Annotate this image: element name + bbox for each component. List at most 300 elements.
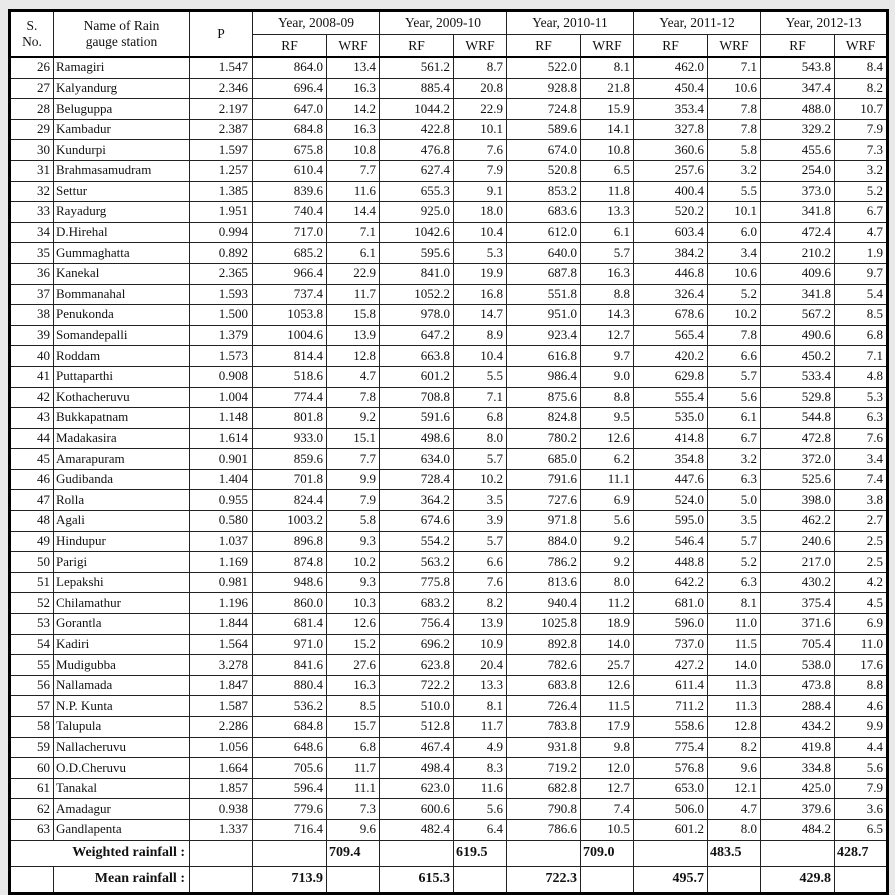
wrf-cell-2011-12: 7.1	[708, 57, 761, 78]
station-name-cell: Brahmasamudram	[54, 160, 190, 181]
rf-cell-2008-09: 864.0	[253, 57, 327, 78]
wrf-cell-2011-12: 6.0	[708, 222, 761, 243]
table-summary	[10, 840, 888, 893]
wrf-cell-2008-09: 13.4	[327, 57, 380, 78]
rf-cell-2010-11: 780.2	[507, 428, 581, 449]
wrf-cell-2010-11: 5.7	[581, 243, 634, 264]
wrf-cell-2008-09: 16.3	[327, 78, 380, 99]
station-name-cell: Rayadurg	[54, 202, 190, 223]
p-cell	[190, 866, 253, 893]
table-row	[10, 366, 888, 387]
rf-cell-2011-12: 576.8	[634, 758, 708, 779]
rf-cell-2012-13: 341.8	[761, 284, 835, 305]
wrf-cell-2008-09: 9.3	[327, 531, 380, 552]
wrf-cell-2012-13: 4.4	[835, 737, 888, 758]
wrf-cell-2009-10: 10.1	[454, 119, 507, 140]
rf-cell-2010-11: 884.0	[507, 531, 581, 552]
rf-cell-2008-09: 610.4	[253, 160, 327, 181]
rf-cell-2009-10: 482.4	[380, 819, 454, 840]
mean-rainfall-row	[10, 866, 888, 893]
col-header-year-2009-10: Year, 2009-10	[380, 11, 507, 35]
rf-cell-2011-12: 737.0	[634, 634, 708, 655]
station-name-cell: N.P. Kunta	[54, 696, 190, 717]
wrf-cell-2010-11: 12.7	[581, 325, 634, 346]
wrf-cell-2011-12: 3.2	[708, 449, 761, 470]
rf-cell-2009-10: 498.6	[380, 428, 454, 449]
rf-cell-2010-11: 682.8	[507, 778, 581, 799]
wrf-cell-2010-11: 17.9	[581, 717, 634, 738]
col-header-serial-number	[10, 11, 54, 58]
wrf-cell-2008-09: 14.2	[327, 99, 380, 120]
wrf-cell-2008-09: 12.8	[327, 346, 380, 367]
rf-cell-2010-11: 791.6	[507, 469, 581, 490]
rf-cell-2012-13: 372.0	[761, 449, 835, 470]
wrf-cell-2009-10: 13.3	[454, 675, 507, 696]
rf-cell-2011-12: 711.2	[634, 696, 708, 717]
rf-cell-2010-11: 551.8	[507, 284, 581, 305]
wrf-cell-2008-09: 10.8	[327, 140, 380, 161]
wrf-cell-2011-12: 10.1	[708, 202, 761, 223]
sno-cell: 28	[10, 99, 54, 120]
rf-cell-2009-10: 627.4	[380, 160, 454, 181]
wrf-cell-2012-13: 4.2	[835, 572, 888, 593]
rf-cell-2010-11: 616.8	[507, 346, 581, 367]
mean-rainfall-label: Mean rainfall :	[54, 866, 190, 893]
sno-cell: 43	[10, 408, 54, 429]
rf-cell-2011-12: 446.8	[634, 263, 708, 284]
rf-cell-2008-09: 536.2	[253, 696, 327, 717]
rf-cell-2011-12: 546.4	[634, 531, 708, 552]
wrf-cell-2009-10: 10.9	[454, 634, 507, 655]
rf-cell-2010-11: 674.0	[507, 140, 581, 161]
rf-cell-2010-11: 923.4	[507, 325, 581, 346]
rf-cell-2008-09: 740.4	[253, 202, 327, 223]
wrf-cell-2012-13: 4.8	[835, 366, 888, 387]
rf-cell-2008-09: 684.8	[253, 717, 327, 738]
p-cell: 1.337	[190, 819, 253, 840]
sno-cell: 35	[10, 243, 54, 264]
p-cell: 1.169	[190, 552, 253, 573]
wrf-cell-2009-10: 3.5	[454, 490, 507, 511]
wrf-cell-2008-09: 7.3	[327, 799, 380, 820]
wrf-cell-2011-12: 8.1	[708, 593, 761, 614]
rf-cell-2012-13: 472.4	[761, 222, 835, 243]
p-cell: 0.892	[190, 243, 253, 264]
p-cell: 1.587	[190, 696, 253, 717]
wrf-cell-2011-12: 10.2	[708, 305, 761, 326]
station-name-cell: Kanekal	[54, 263, 190, 284]
rf-cell-2011-12: 448.8	[634, 552, 708, 573]
sno-cell: 41	[10, 366, 54, 387]
table-row	[10, 78, 888, 99]
rf-cell-2008-09: 647.0	[253, 99, 327, 120]
p-cell: 0.580	[190, 511, 253, 532]
rf-cell	[380, 840, 454, 866]
p-cell: 1.257	[190, 160, 253, 181]
rf-cell-2011-12: 775.4	[634, 737, 708, 758]
table-row	[10, 778, 888, 799]
wrf-cell-2011-12: 7.8	[708, 325, 761, 346]
wrf-cell-2010-11: 9.5	[581, 408, 634, 429]
wrf-cell-2012-13: 3.6	[835, 799, 888, 820]
rf-cell-2009-10: 476.8	[380, 140, 454, 161]
col-header-serial-line2: No.	[22, 34, 42, 49]
col-header-p: P	[190, 11, 253, 58]
sno-cell: 57	[10, 696, 54, 717]
wrf-cell-2011-12: 6.7	[708, 428, 761, 449]
sno-cell: 45	[10, 449, 54, 470]
rf-cell-2010-11: 683.8	[507, 675, 581, 696]
wrf-cell-2012-13: 8.2	[835, 78, 888, 99]
wrf-cell-2012-13: 5.6	[835, 758, 888, 779]
wrf-cell-2008-09: 9.3	[327, 572, 380, 593]
wrf-cell-2008-09: 15.1	[327, 428, 380, 449]
wrf-cell-2011-12: 7.8	[708, 119, 761, 140]
station-name-cell: Agali	[54, 511, 190, 532]
wrf-cell-2010-11: 14.1	[581, 119, 634, 140]
wrf-cell	[581, 866, 634, 893]
wrf-cell-2008-09: 11.6	[327, 181, 380, 202]
rf-cell-2009-10: 561.2	[380, 57, 454, 78]
p-cell: 1.056	[190, 737, 253, 758]
wrf-cell-2008-09: 15.8	[327, 305, 380, 326]
rf-cell-2011-12: 535.0	[634, 408, 708, 429]
wrf-cell-2008-09: 10.3	[327, 593, 380, 614]
table-row	[10, 284, 888, 305]
rf-cell-2009-10: 364.2	[380, 490, 454, 511]
wrf-cell-2012-13: 5.2	[835, 181, 888, 202]
table-row	[10, 696, 888, 717]
rf-cell-2008-09: 824.4	[253, 490, 327, 511]
rf-cell-2008-09: 841.6	[253, 655, 327, 676]
wrf-cell-2009-10: 6.6	[454, 552, 507, 573]
wrf-cell-2008-09: 27.6	[327, 655, 380, 676]
rf-cell-2010-11: 612.0	[507, 222, 581, 243]
rf-cell-2009-10: 1042.6	[380, 222, 454, 243]
wrf-cell	[708, 866, 761, 893]
rf-cell-2011-12: 681.0	[634, 593, 708, 614]
sno-cell: 52	[10, 593, 54, 614]
rf-cell-2008-09: 648.6	[253, 737, 327, 758]
table-row	[10, 140, 888, 161]
wrf-cell-2012-13: 5.4	[835, 284, 888, 305]
wrf-cell-2011-12: 11.3	[708, 675, 761, 696]
rf-cell-2011-12: 596.0	[634, 614, 708, 635]
rf-cell-2008-09: 1053.8	[253, 305, 327, 326]
rf-cell-2010-11: 786.2	[507, 552, 581, 573]
rf-cell-2008-09: 696.4	[253, 78, 327, 99]
col-header-year-2012-13: Year, 2012-13	[761, 11, 888, 35]
sno-cell: 33	[10, 202, 54, 223]
rf-cell-2009-10: 925.0	[380, 202, 454, 223]
rf-cell-2012-13: 334.8	[761, 758, 835, 779]
rf-cell-2012-13: 472.8	[761, 428, 835, 449]
station-name-cell: Penukonda	[54, 305, 190, 326]
station-name-cell: Parigi	[54, 552, 190, 573]
rf-cell-2012-13: 409.6	[761, 263, 835, 284]
wrf-cell-2008-09: 16.3	[327, 119, 380, 140]
sno-cell: 31	[10, 160, 54, 181]
wrf-cell-2008-09: 13.9	[327, 325, 380, 346]
sno-cell: 63	[10, 819, 54, 840]
table-row	[10, 552, 888, 573]
p-cell: 0.994	[190, 222, 253, 243]
wrf-cell-2010-11: 8.8	[581, 284, 634, 305]
rf-cell-2010-11: 640.0	[507, 243, 581, 264]
station-name-cell: Somandepalli	[54, 325, 190, 346]
wrf-cell-2008-09: 5.8	[327, 511, 380, 532]
wrf-cell-2012-13: 7.3	[835, 140, 888, 161]
wrf-cell-2010-11: 18.9	[581, 614, 634, 635]
table-row	[10, 202, 888, 223]
wrf-cell-2009-10: 13.9	[454, 614, 507, 635]
rf-cell-2012-13: 473.8	[761, 675, 835, 696]
wrf-cell-2009-10: 20.8	[454, 78, 507, 99]
rf-cell-2011-12: 360.6	[634, 140, 708, 161]
p-cell: 2.387	[190, 119, 253, 140]
wrf-cell-2009-10: 6.4	[454, 819, 507, 840]
station-name-cell: Madakasira	[54, 428, 190, 449]
rf-cell-2009-10: 467.4	[380, 737, 454, 758]
p-cell	[190, 840, 253, 866]
wrf-cell-2009-10: 7.6	[454, 572, 507, 593]
p-cell: 1.564	[190, 634, 253, 655]
wrf-cell-2010-11: 9.8	[581, 737, 634, 758]
table-row	[10, 634, 888, 655]
p-cell: 1.593	[190, 284, 253, 305]
rf-cell-2012-13: 240.6	[761, 531, 835, 552]
rf-cell-2008-09: 971.0	[253, 634, 327, 655]
wrf-cell-2010-11: 16.3	[581, 263, 634, 284]
sno-cell: 50	[10, 552, 54, 573]
wrf-cell-2009-10: 7.6	[454, 140, 507, 161]
rf-cell-2011-12: 427.2	[634, 655, 708, 676]
wrf-cell-2011-12: 5.2	[708, 284, 761, 305]
wrf-cell-2011-12: 12.8	[708, 717, 761, 738]
p-cell: 0.981	[190, 572, 253, 593]
col-header-wrf-2008-09: WRF	[327, 35, 380, 58]
rf-cell-2010-11: 951.0	[507, 305, 581, 326]
wrf-cell-2012-13: 4.5	[835, 593, 888, 614]
station-name-cell: Tanakal	[54, 778, 190, 799]
wrf-cell-2010-11: 6.1	[581, 222, 634, 243]
wrf-cell-2011-12: 5.7	[708, 531, 761, 552]
rf-cell-2012-13: 379.6	[761, 799, 835, 820]
station-name-cell: Kothacheruvu	[54, 387, 190, 408]
rf-cell-2010-11: 986.4	[507, 366, 581, 387]
wrf-cell-2008-09: 15.2	[327, 634, 380, 655]
rf-cell-2008-09: 859.6	[253, 449, 327, 470]
sno-cell: 53	[10, 614, 54, 635]
wrf-cell-2009-10: 8.0	[454, 428, 507, 449]
wrf-cell-2010-11: 9.2	[581, 531, 634, 552]
sno-cell: 51	[10, 572, 54, 593]
station-name-cell: Mudigubba	[54, 655, 190, 676]
wrf-cell-2011-12: 3.2	[708, 160, 761, 181]
col-header-year-2010-11: Year, 2010-11	[507, 11, 634, 35]
sno-cell: 61	[10, 778, 54, 799]
rf-cell-2008-09: 716.4	[253, 819, 327, 840]
sno-cell: 60	[10, 758, 54, 779]
station-name-cell: Beluguppa	[54, 99, 190, 120]
mean-rf-2008-09: 713.9	[253, 866, 327, 893]
p-cell: 2.197	[190, 99, 253, 120]
rf-cell-2012-13: 490.6	[761, 325, 835, 346]
wrf-cell-2011-12: 11.0	[708, 614, 761, 635]
rf-cell-2011-12: 354.8	[634, 449, 708, 470]
wrf-cell-2008-09: 11.7	[327, 758, 380, 779]
rf-cell-2008-09: 675.8	[253, 140, 327, 161]
table-header	[10, 11, 888, 58]
rf-cell	[507, 840, 581, 866]
col-header-year-2011-12: Year, 2011-12	[634, 11, 761, 35]
sno-cell: 26	[10, 57, 54, 78]
station-name-cell: Puttaparthi	[54, 366, 190, 387]
rf-cell-2012-13: 375.4	[761, 593, 835, 614]
rf-cell-2010-11: 782.6	[507, 655, 581, 676]
table-row	[10, 469, 888, 490]
sno-cell: 49	[10, 531, 54, 552]
table-row	[10, 593, 888, 614]
wrf-cell-2008-09: 7.7	[327, 449, 380, 470]
p-cell: 2.286	[190, 717, 253, 738]
rf-cell-2009-10: 422.8	[380, 119, 454, 140]
col-header-wrf-2010-11: WRF	[581, 35, 634, 58]
rf-cell-2011-12: 447.6	[634, 469, 708, 490]
wrf-cell-2008-09: 4.7	[327, 366, 380, 387]
rf-cell	[761, 840, 835, 866]
rf-cell-2012-13: 434.2	[761, 717, 835, 738]
rf-cell-2009-10: 647.2	[380, 325, 454, 346]
sno-cell: 39	[10, 325, 54, 346]
station-name-cell: D.Hirehal	[54, 222, 190, 243]
rf-cell-2011-12: 450.4	[634, 78, 708, 99]
rf-cell-2009-10: 655.3	[380, 181, 454, 202]
wrf-cell-2009-10: 16.8	[454, 284, 507, 305]
weighted-wrf-2012-13: 428.7	[835, 840, 888, 866]
wrf-cell-2008-09: 11.7	[327, 284, 380, 305]
sno-cell: 55	[10, 655, 54, 676]
rf-cell-2012-13: 450.2	[761, 346, 835, 367]
table-row	[10, 819, 888, 840]
wrf-cell-2011-12: 10.6	[708, 263, 761, 284]
wrf-cell-2012-13: 9.7	[835, 263, 888, 284]
sno-cell: 56	[10, 675, 54, 696]
rf-cell-2011-12: 257.6	[634, 160, 708, 181]
rf-cell-2009-10: 554.2	[380, 531, 454, 552]
wrf-cell-2010-11: 15.9	[581, 99, 634, 120]
sno-cell: 47	[10, 490, 54, 511]
wrf-cell-2011-12: 5.5	[708, 181, 761, 202]
wrf-cell-2008-09: 7.7	[327, 160, 380, 181]
wrf-cell-2009-10: 8.1	[454, 696, 507, 717]
wrf-cell-2012-13: 9.9	[835, 717, 888, 738]
p-cell: 0.908	[190, 366, 253, 387]
wrf-cell-2010-11: 11.5	[581, 696, 634, 717]
wrf-cell-2012-13: 6.5	[835, 819, 888, 840]
rf-cell-2012-13: 533.4	[761, 366, 835, 387]
station-name-cell: Hindupur	[54, 531, 190, 552]
wrf-cell-2012-13: 8.4	[835, 57, 888, 78]
wrf-cell-2009-10: 3.9	[454, 511, 507, 532]
rf-cell-2008-09: 948.6	[253, 572, 327, 593]
p-cell: 1.547	[190, 57, 253, 78]
wrf-cell-2012-13: 6.3	[835, 408, 888, 429]
wrf-cell-2010-11: 13.3	[581, 202, 634, 223]
col-header-station-line1: Name of Rain	[83, 18, 160, 34]
sno-cell: 36	[10, 263, 54, 284]
wrf-cell-2011-12: 3.4	[708, 243, 761, 264]
station-name-cell: Nallacheruvu	[54, 737, 190, 758]
p-cell: 1.404	[190, 469, 253, 490]
wrf-cell-2012-13: 7.9	[835, 778, 888, 799]
wrf-cell-2012-13: 6.9	[835, 614, 888, 635]
wrf-cell-2009-10: 8.2	[454, 593, 507, 614]
wrf-cell-2012-13: 4.7	[835, 222, 888, 243]
rf-cell-2009-10: 634.0	[380, 449, 454, 470]
weighted-wrf-2011-12: 483.5	[708, 840, 761, 866]
wrf-cell-2011-12: 10.6	[708, 78, 761, 99]
table-row	[10, 758, 888, 779]
col-header-rf-2009-10: RF	[380, 35, 454, 58]
sno-cell: 37	[10, 284, 54, 305]
rf-cell-2009-10: 510.0	[380, 696, 454, 717]
wrf-cell-2009-10: 5.7	[454, 449, 507, 470]
wrf-cell-2010-11: 6.2	[581, 449, 634, 470]
sno-cell: 29	[10, 119, 54, 140]
wrf-cell-2010-11: 6.5	[581, 160, 634, 181]
rf-cell-2008-09: 684.8	[253, 119, 327, 140]
rf-cell-2012-13: 425.0	[761, 778, 835, 799]
wrf-cell-2012-13: 7.6	[835, 428, 888, 449]
wrf-cell-2012-13: 17.6	[835, 655, 888, 676]
rf-cell-2010-11: 687.8	[507, 263, 581, 284]
rf-cell-2008-09: 880.4	[253, 675, 327, 696]
sno-cell: 62	[10, 799, 54, 820]
wrf-cell-2012-13: 6.8	[835, 325, 888, 346]
rf-cell-2011-12: 603.4	[634, 222, 708, 243]
rf-cell-2012-13: 543.8	[761, 57, 835, 78]
rf-cell-2009-10: 600.6	[380, 799, 454, 820]
rf-cell-2011-12: 420.2	[634, 346, 708, 367]
table-row	[10, 243, 888, 264]
rf-cell-2008-09: 774.4	[253, 387, 327, 408]
wrf-cell-2010-11: 9.2	[581, 552, 634, 573]
rf-cell-2010-11: 892.8	[507, 634, 581, 655]
wrf-cell-2011-12: 14.0	[708, 655, 761, 676]
rf-cell-2009-10: 756.4	[380, 614, 454, 635]
table-row	[10, 572, 888, 593]
table-row	[10, 305, 888, 326]
p-cell: 1.196	[190, 593, 253, 614]
table-body	[10, 57, 888, 840]
wrf-cell-2011-12: 6.3	[708, 469, 761, 490]
rf-cell-2011-12: 384.2	[634, 243, 708, 264]
wrf-cell-2009-10: 18.0	[454, 202, 507, 223]
wrf-cell-2010-11: 25.7	[581, 655, 634, 676]
table-row	[10, 655, 888, 676]
wrf-cell-2011-12: 8.2	[708, 737, 761, 758]
rf-cell-2010-11: 724.8	[507, 99, 581, 120]
wrf-cell-2008-09: 8.5	[327, 696, 380, 717]
weighted-wrf-2009-10: 619.5	[454, 840, 507, 866]
rf-cell-2010-11: 522.0	[507, 57, 581, 78]
rf-cell-2012-13: 462.2	[761, 511, 835, 532]
station-name-cell: Chilamathur	[54, 593, 190, 614]
wrf-cell-2009-10: 5.5	[454, 366, 507, 387]
wrf-cell-2012-13: 3.4	[835, 449, 888, 470]
header-row-years	[10, 11, 888, 35]
